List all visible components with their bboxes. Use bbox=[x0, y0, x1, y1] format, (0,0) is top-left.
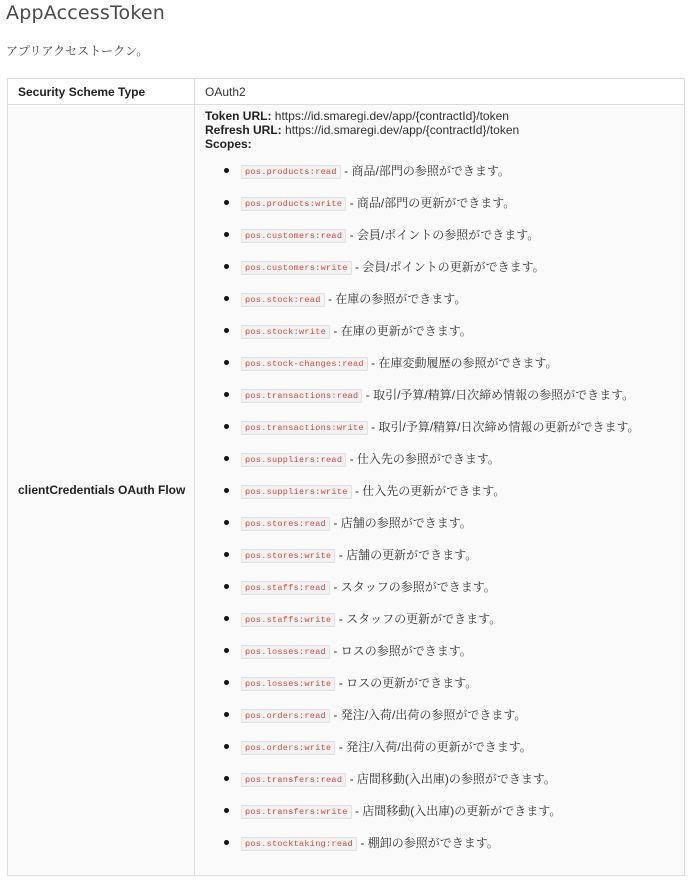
scope-code: pos.transactions:write bbox=[241, 421, 368, 435]
scopes-list bbox=[205, 163, 684, 867]
scope-description: - 取引/予算/精算/日次締め情報の参照ができます。 bbox=[365, 388, 635, 402]
list-item bbox=[224, 227, 684, 259]
list-item bbox=[224, 483, 684, 515]
list-item bbox=[224, 259, 684, 291]
scope-description: - ロスの更新ができます。 bbox=[338, 676, 478, 690]
scope-description: - 店舗の参照ができます。 bbox=[333, 516, 472, 530]
list-item bbox=[224, 835, 684, 867]
scope-description: - 店舗の更新ができます。 bbox=[338, 548, 478, 562]
scope-description: - 会員/ポイントの参照ができます。 bbox=[349, 228, 540, 242]
scope-code: pos.stock:read bbox=[241, 293, 325, 307]
list-item bbox=[224, 803, 684, 835]
refresh-url-label: Refresh URL: bbox=[205, 123, 282, 137]
scope-description: - スタッフの参照ができます。 bbox=[333, 580, 496, 594]
bullet-icon bbox=[224, 616, 229, 621]
list-item bbox=[224, 739, 684, 771]
list-item bbox=[224, 355, 684, 387]
bullet-icon bbox=[224, 392, 229, 397]
scope-code: pos.losses:read bbox=[241, 645, 330, 659]
list-item bbox=[224, 323, 684, 355]
bullet-icon bbox=[224, 424, 229, 429]
list-item bbox=[224, 163, 684, 195]
bullet-icon bbox=[224, 712, 229, 717]
scopes-label: Scopes: bbox=[205, 137, 252, 151]
scope-code: pos.suppliers:write bbox=[241, 485, 352, 499]
bullet-icon bbox=[224, 584, 229, 589]
scope-description: - スタッフの更新ができます。 bbox=[338, 612, 502, 626]
scope-description: - 取引/予算/精算/日次締め情報の更新ができます。 bbox=[371, 420, 640, 434]
scope-description: - 仕入先の更新ができます。 bbox=[354, 484, 506, 498]
list-item bbox=[224, 419, 684, 451]
list-item bbox=[224, 611, 684, 643]
bullet-icon bbox=[224, 456, 229, 461]
list-item bbox=[224, 515, 684, 547]
security-scheme-type-label: Security Scheme Type bbox=[8, 79, 195, 105]
list-item bbox=[224, 675, 684, 707]
scope-description: - 在庫の参照ができます。 bbox=[327, 292, 467, 306]
bullet-icon bbox=[224, 776, 229, 781]
list-item bbox=[224, 579, 684, 611]
scope-description: - 棚卸の参照ができます。 bbox=[360, 836, 499, 850]
scope-code: pos.stores:read bbox=[241, 517, 330, 531]
token-url-label: Token URL: bbox=[205, 109, 272, 123]
scope-code: pos.suppliers:read bbox=[241, 453, 346, 467]
scope-code: pos.customers:write bbox=[241, 261, 352, 275]
scope-code: pos.stocktaking:read bbox=[241, 837, 357, 851]
scope-description: - 在庫の更新ができます。 bbox=[333, 324, 472, 338]
bullet-icon bbox=[224, 520, 229, 525]
bullet-icon bbox=[224, 488, 229, 493]
scope-code: pos.losses:write bbox=[241, 677, 335, 691]
scope-code: pos.transfers:read bbox=[241, 773, 346, 787]
scope-description: - 仕入先の参照ができます。 bbox=[349, 452, 500, 466]
bullet-icon bbox=[224, 296, 229, 301]
bullet-icon bbox=[224, 264, 229, 269]
scope-description: - 会員/ポイントの更新ができます。 bbox=[354, 260, 545, 274]
list-item bbox=[224, 547, 684, 579]
scope-code: pos.products:read bbox=[241, 165, 341, 179]
scope-code: pos.staffs:write bbox=[241, 613, 335, 627]
scope-description: - ロスの参照ができます。 bbox=[333, 644, 472, 658]
scope-code: pos.transfers:write bbox=[241, 805, 352, 819]
page-description: アプリアクセストークン。 bbox=[6, 44, 149, 58]
token-url-value: https://id.smaregi.dev/app/{contractId}/token bbox=[274, 109, 509, 123]
scope-code: pos.stock:write bbox=[241, 325, 330, 339]
bullet-icon bbox=[224, 680, 229, 685]
bullet-icon bbox=[224, 360, 229, 365]
scope-code: pos.orders:write bbox=[241, 741, 335, 755]
bullet-icon bbox=[224, 232, 229, 237]
refresh-url-value: https://id.smaregi.dev/app/{contractId}/token bbox=[285, 123, 520, 137]
scope-code: pos.transactions:read bbox=[241, 389, 362, 403]
scope-description: - 店間移動(入出庫)の参照ができます。 bbox=[349, 772, 556, 786]
bullet-icon bbox=[224, 552, 229, 557]
scope-description: - 発注/入荷/出荷の参照ができます。 bbox=[333, 708, 527, 722]
list-item bbox=[224, 771, 684, 803]
list-item bbox=[224, 707, 684, 739]
bullet-icon bbox=[224, 648, 229, 653]
list-item bbox=[224, 291, 684, 323]
bullet-icon bbox=[224, 168, 229, 173]
scope-code: pos.stock-changes:read bbox=[241, 357, 368, 371]
token-url-line bbox=[205, 109, 684, 123]
bullet-icon bbox=[224, 328, 229, 333]
scope-description: - 店間移動(入出庫)の更新ができます。 bbox=[354, 804, 562, 818]
scope-description: - 商品/部門の更新ができます。 bbox=[349, 196, 516, 210]
scope-description: - 発注/入荷/出荷の更新ができます。 bbox=[338, 740, 532, 754]
bullet-icon bbox=[224, 840, 229, 845]
security-scheme-type-value: OAuth2 bbox=[195, 79, 685, 105]
scope-code: pos.staffs:read bbox=[241, 581, 330, 595]
scope-code: pos.orders:read bbox=[241, 709, 330, 723]
list-item bbox=[224, 643, 684, 675]
table-row bbox=[8, 79, 685, 105]
security-scheme-table bbox=[7, 78, 685, 876]
scope-code: pos.products:write bbox=[241, 197, 346, 211]
refresh-url-line bbox=[205, 123, 684, 137]
oauth-flow-label: clientCredentials OAuth Flow bbox=[8, 105, 195, 876]
list-item bbox=[224, 195, 684, 227]
scope-code: pos.customers:read bbox=[241, 229, 346, 243]
scopes-heading-line bbox=[205, 137, 684, 151]
bullet-icon bbox=[224, 200, 229, 205]
table-row bbox=[8, 105, 685, 876]
list-item bbox=[224, 451, 684, 483]
list-item bbox=[224, 387, 684, 419]
oauth-flow-details bbox=[195, 105, 685, 876]
scope-description: - 商品/部門の参照ができます。 bbox=[344, 164, 510, 178]
scope-code: pos.stores:write bbox=[241, 549, 335, 563]
page-title: AppAccessToken bbox=[6, 2, 166, 24]
bullet-icon bbox=[224, 808, 229, 813]
scope-description: - 在庫変動履歴の参照ができます。 bbox=[371, 356, 558, 370]
bullet-icon bbox=[224, 744, 229, 749]
